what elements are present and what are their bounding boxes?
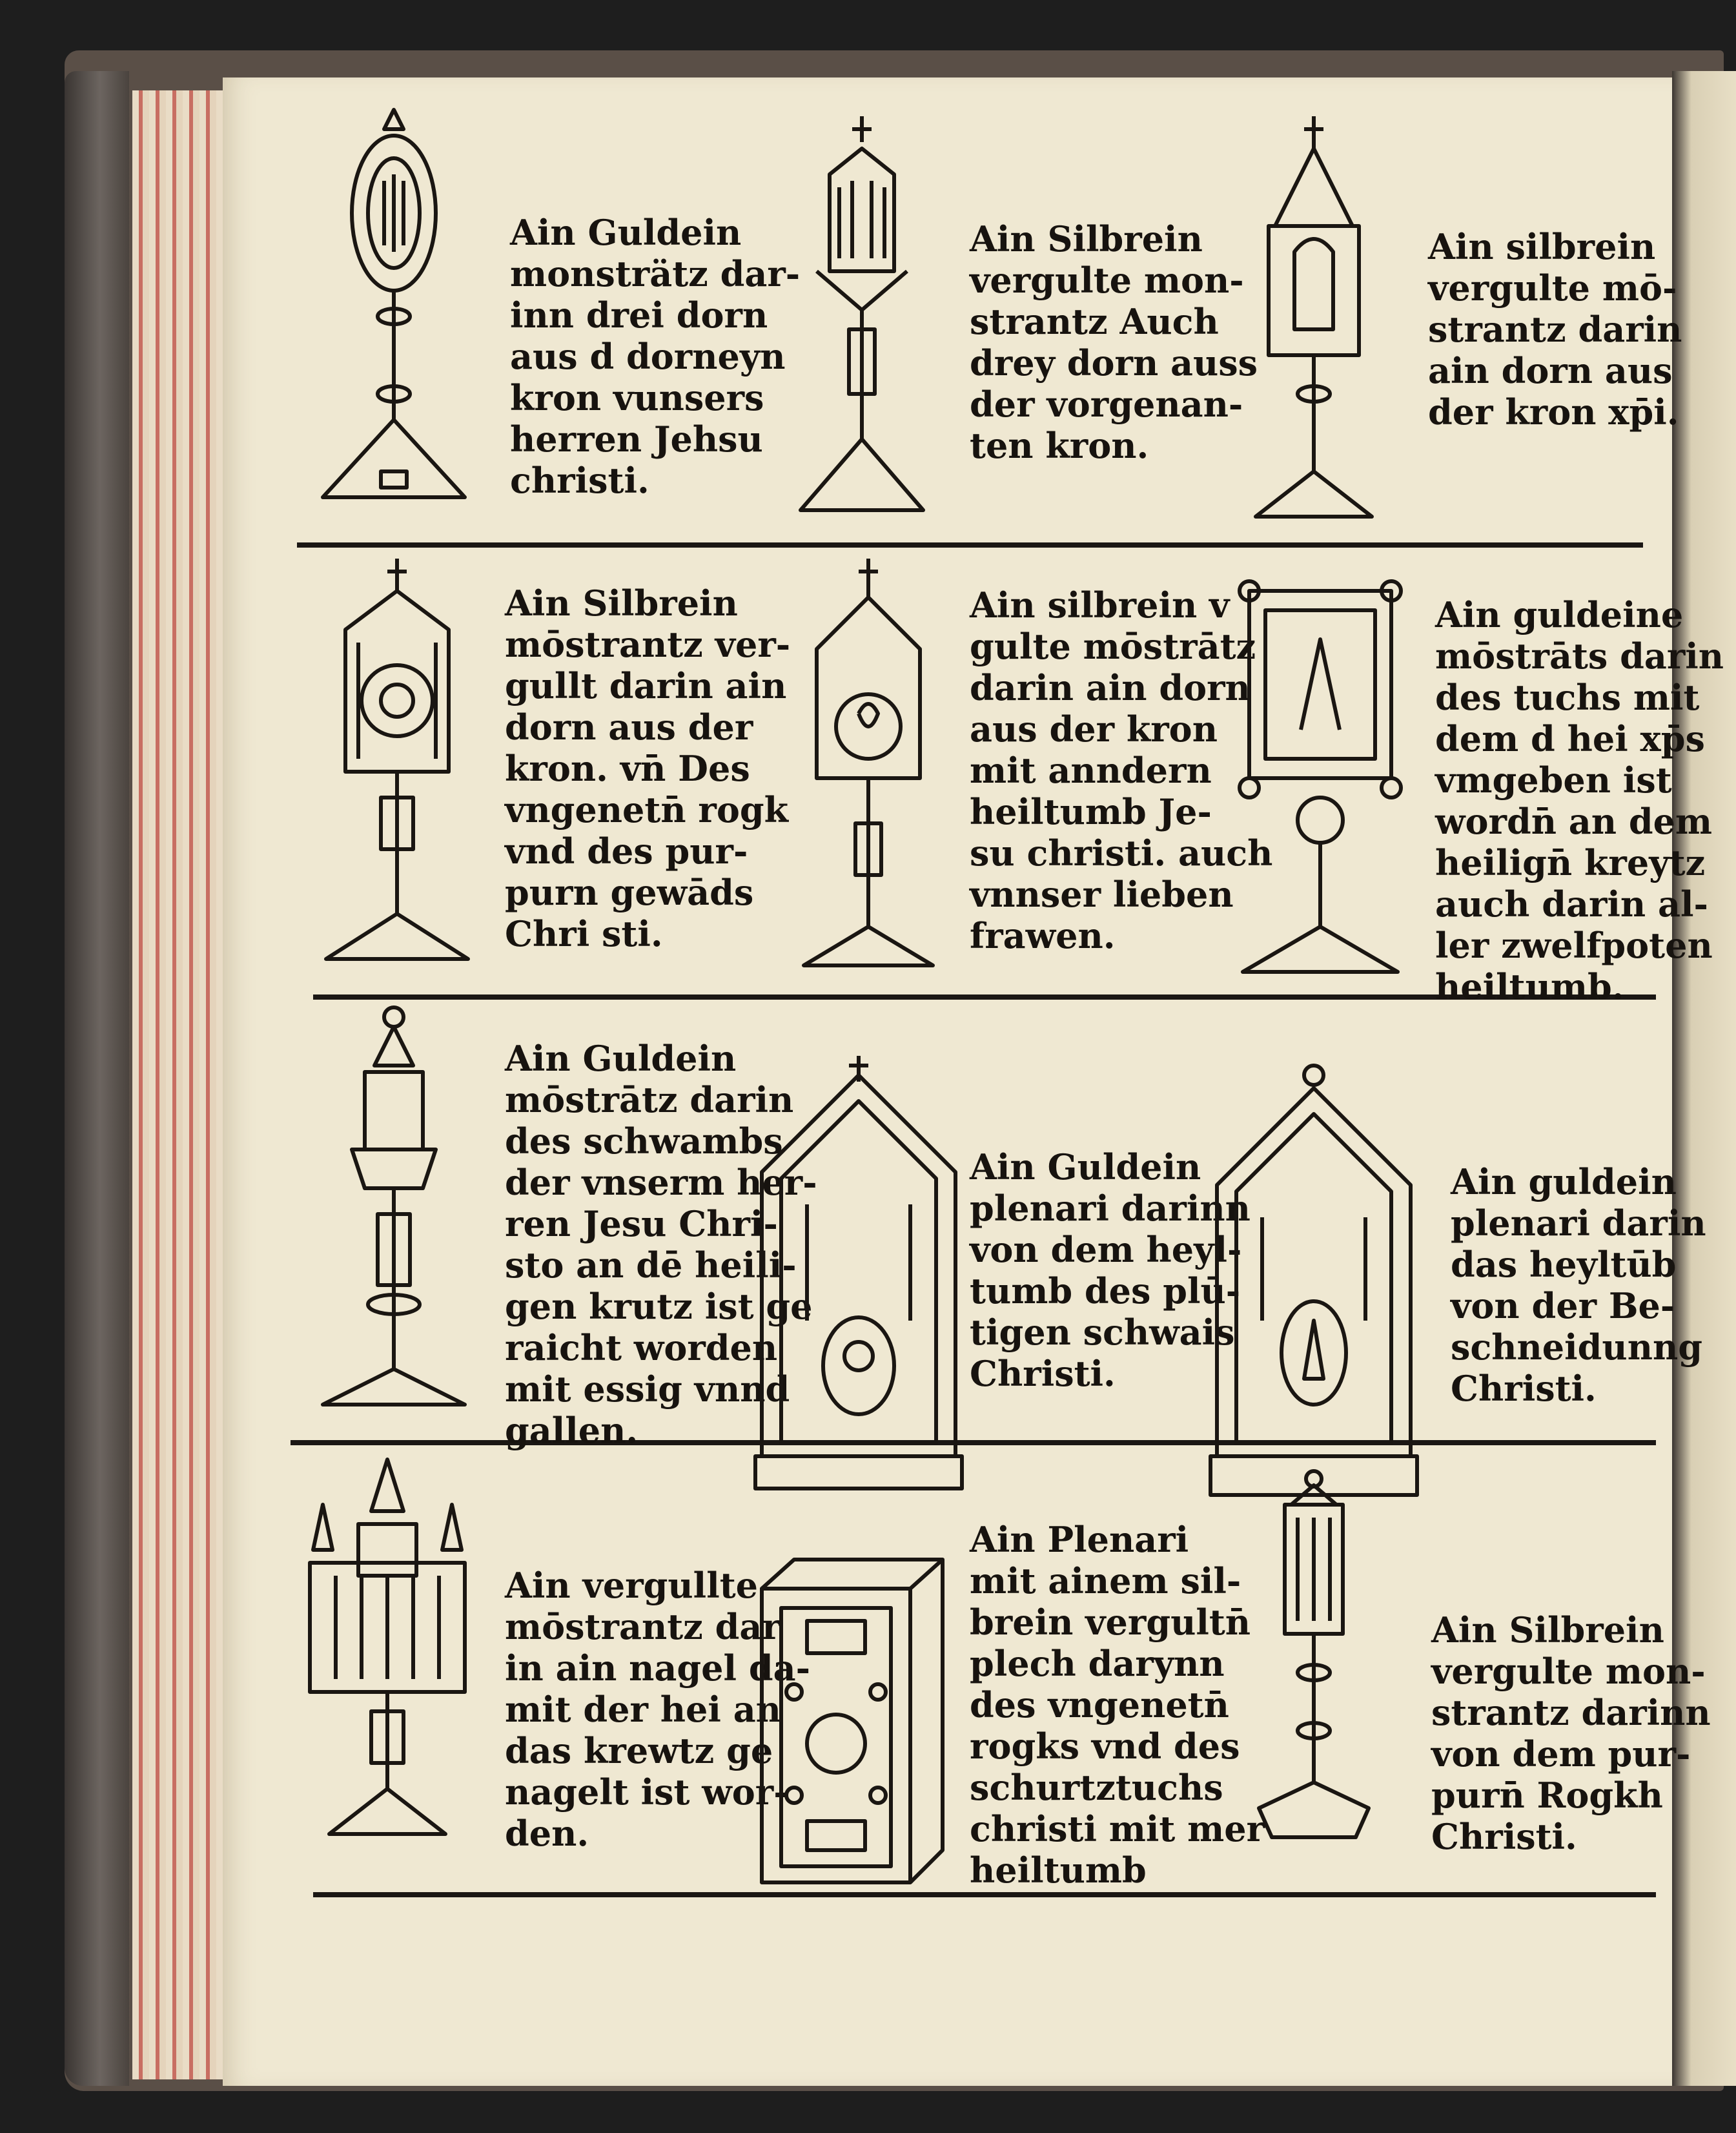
relic-caption: Ain silbrein v gulte mōstrātz darin ain dorn aus der kron mit anndern heiltumb Je- su christi. auch vnnser lieben frawen.	[970, 584, 1273, 956]
page-edges	[132, 90, 223, 2079]
row-divider	[297, 542, 1643, 548]
monstrance-woodcut	[1243, 1466, 1385, 1853]
relic-caption: Ain silbrein vergulte mō- strantz darin ain dorn aus der kron xp̄i.	[1428, 226, 1682, 433]
monstrance-woodcut	[313, 103, 475, 523]
relic-caption: Ain Guldein monsträtz dar- inn drei dorn aus d dorneyn kron vunsers herren Jehsu christi.	[510, 212, 801, 501]
monstrance-woodcut	[791, 110, 933, 523]
monstrance-woodcut	[791, 552, 946, 978]
plenary-woodcut	[749, 1036, 968, 1501]
relic-caption: Ain Silbrein vergulte mon- strantz darinn von dem pur- purn̄ Rogkh Christi.	[1431, 1609, 1711, 1857]
monstrance-woodcut	[313, 1001, 475, 1414]
relic-caption: Ain Guldein plenari darinn von dem heyl- tumb des plū- tigen schwais Christi.	[970, 1146, 1251, 1394]
plenary-book-woodcut	[755, 1550, 949, 1899]
monstrance-woodcut	[297, 1453, 478, 1847]
relic-caption: Ain Plenari mit ainem sil- brein vergultn̄ plech darynn des vngenetn̄ rogks vnd des schurtztuchs christi mit mer heiltumb	[970, 1519, 1265, 1891]
plenary-woodcut	[1204, 1056, 1424, 1508]
monstrance-woodcut	[320, 552, 475, 972]
book-page	[223, 77, 1724, 2086]
relic-caption: Ain Guldein mōstrātz darin des schwambs der vnserm her- ren Jesu Chri- sto an dē heili- gen krutz ist ge raicht worden mit essig vnnd gallen.	[505, 1038, 817, 1451]
relic-caption: Ain vergullte mōstrantz dar in ain nagel da- mit der hei an das krewtz ge nagelt ist wor- den.	[505, 1565, 810, 1854]
row-divider	[291, 1440, 1656, 1445]
relic-caption: Ain guldein plenari darin das heyltūb von der Be- schneidunng Christi.	[1451, 1161, 1706, 1409]
reliquary-woodcut	[1230, 575, 1411, 988]
book-spine	[65, 71, 129, 2086]
relic-caption: Ain Silbrein mōstrantz ver- gullt darin ain dorn aus der kron. vn̄ Des vngenetn̄ rogk vnd des pur- purn gewāds Chri sti.	[505, 582, 791, 954]
relic-caption: Ain Silbrein vergulte mon- strantz Auch drey dorn auss der vorgenan- ten kron.	[970, 218, 1258, 466]
relic-caption: Ain guldeine mōstrāts darin des tuchs mit dem d hei xp̄s vmgeben ist wordn̄ an dem heilign̄ kreytz auch darin al- ler zwelfpoten heiltumb.	[1435, 594, 1724, 1007]
monstrance-woodcut	[1243, 110, 1385, 530]
row-divider	[313, 1892, 1656, 1897]
